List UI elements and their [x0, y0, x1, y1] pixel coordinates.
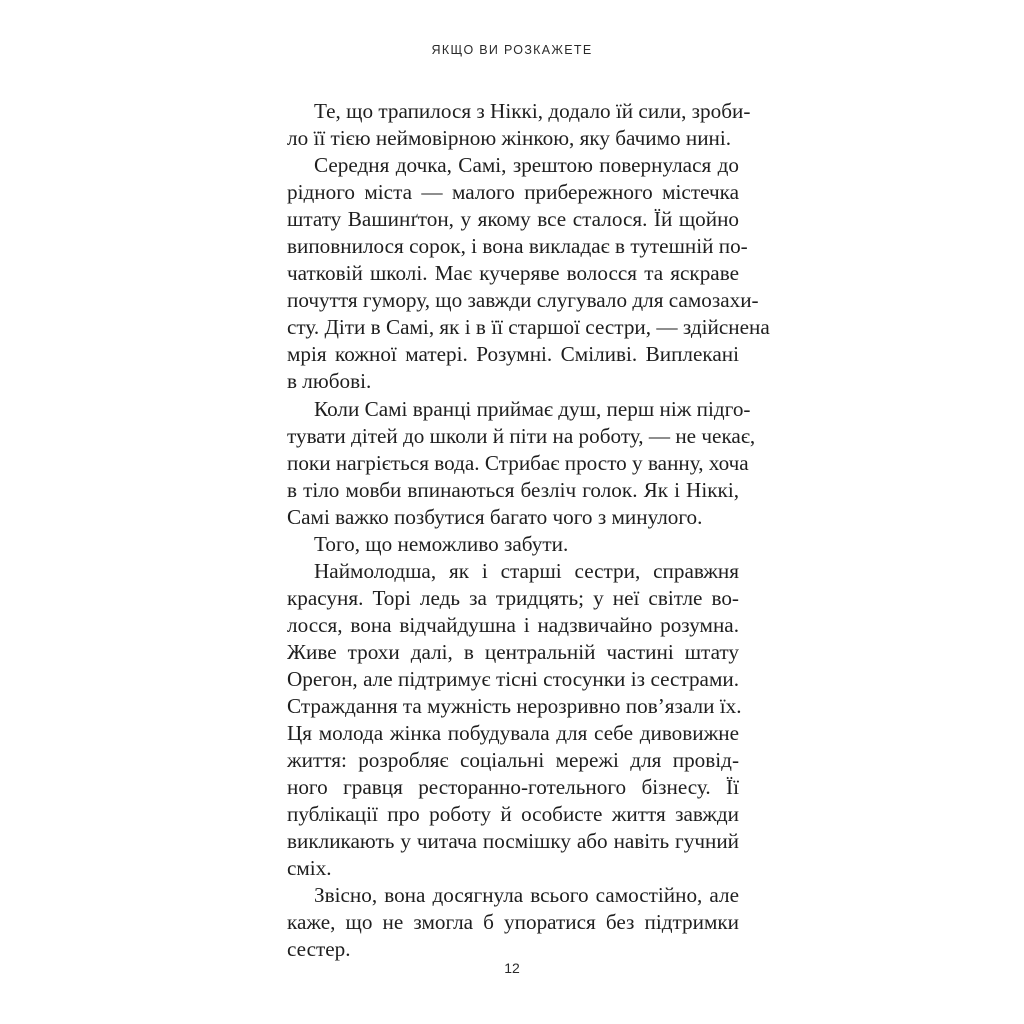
text-line: в любові. [287, 369, 372, 394]
paragraph [287, 152, 770, 395]
text-line: красуня. Торі ледь за тридцять; у неї світле во- [287, 585, 739, 610]
text-line: каже, що не змогла б упоратися без підтримки [287, 910, 739, 935]
text-line: штату Вашинґтон, у якому все сталося. Їй щойно [287, 207, 739, 232]
text-line: Коли Самі вранці приймає душ, перш ніж підго- [314, 396, 751, 421]
text-line: ло її тією неймовірною жінкою, яку бачимо нині. [287, 126, 732, 151]
text-line: Живе трохи далі, в центральній частині штату [287, 639, 739, 664]
text-line: викликають у читача посмішку або навіть гучний [287, 829, 739, 854]
text-line: в тіло мовби впинаються безліч голок. Як і Ніккі, [287, 477, 739, 502]
paragraph [287, 558, 742, 883]
text-line: сміх. [287, 856, 332, 881]
text-line: Наймолодша, як і старші сестри, справжня [314, 558, 739, 583]
page-number: 12 [504, 960, 520, 976]
text-line: чатковій школі. Має кучеряве волосся та яскраве [287, 261, 739, 286]
text-line: Самі важко позбутися багато чого з минулого. [287, 504, 703, 529]
paragraph [287, 882, 739, 963]
text-line: Страждання та мужність нерозривно пов’язали їх. [287, 694, 742, 719]
text-line: тувати дітей до школи й піти на роботу, — не чекає, [287, 423, 756, 448]
text-line: поки нагріється вода. Стрибає просто у ванну, хоча [287, 450, 749, 475]
text-line: Звісно, вона досягнула всього самостійно, але [314, 883, 739, 908]
text-line: Орегон, але підтримує тісні стосунки із сестрами. [287, 666, 739, 691]
text-line: ного гравця ресторанно-готельного бізнесу. Її [287, 775, 739, 800]
text-line: Того, що неможливо забути. [314, 531, 569, 556]
text-line: лосся, вона відчайдушна і надзвичайно розумна. [287, 612, 739, 637]
text-line: почуття гумору, що завжди слугувало для самозахи- [287, 288, 759, 313]
text-line: виповнилося сорок, і вона викладає в тутешній по- [287, 234, 748, 259]
paragraph [287, 396, 756, 531]
text-line: життя: розробляє соціальні мережі для провід- [287, 748, 739, 773]
body-text [287, 98, 770, 964]
text-line: мрія кожної матері. Розумні. Сміливі. Виплекані [287, 342, 739, 367]
text-line: Те, що трапилося з Ніккі, додало їй сили, зроби- [314, 99, 751, 123]
paragraph [287, 531, 739, 558]
text-line: сту. Діти в Самі, як і в її старшої сестри, — здійснена [287, 315, 770, 340]
running-head: ЯКЩО ВИ РОЗКАЖЕТЕ [431, 43, 593, 57]
text-line: Ця молода жінка побудувала для себе дивовижне [287, 721, 739, 746]
text-line: публікації про роботу й особисте життя завжди [287, 802, 739, 827]
text-line: сестер. [287, 937, 351, 962]
paragraph [287, 98, 751, 152]
text-line: Середня дочка, Самі, зрештою повернулася до [314, 153, 739, 178]
text-line: рідного міста — малого прибережного містечка [287, 180, 739, 205]
